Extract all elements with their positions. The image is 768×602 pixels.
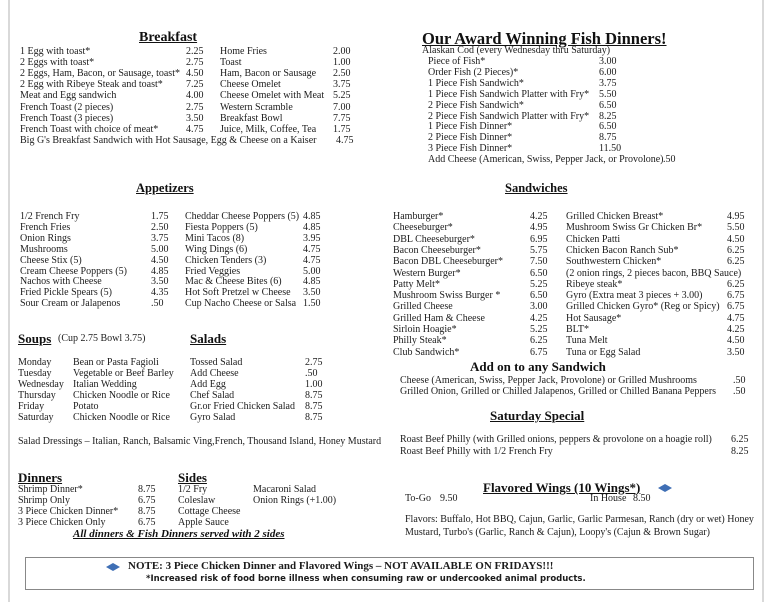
sides-title: Sides <box>178 470 207 485</box>
fish-subtitle: Alaskan Cod (every Wednesday thru Saturday) <box>422 45 611 56</box>
fish-item-price: 3.00 <box>599 56 617 67</box>
appetizer-item-name: Mini Tacos (8) <box>185 232 245 244</box>
sandwich-item-name: Hot Sausage* <box>566 312 622 324</box>
breakfast-item-name: French Toast with choice of meat* <box>20 123 159 135</box>
breakfast-item-name: 2 Egg with Ribeye Steak and toast* <box>20 79 163 91</box>
dinner-item-name: 3 Piece Chicken Dinner* <box>18 506 119 517</box>
salad-item-price: 1.00 <box>305 379 323 390</box>
sandwich-item-price: 4.25 <box>727 324 745 335</box>
sandwich-item-name: (2 onion rings, 2 pieces bacon, BBQ Sauce) <box>566 267 742 279</box>
appetizer-item-price: 3.95 <box>303 232 321 244</box>
wing-flavors-line1: Flavors: Buffalo, Hot BBQ, Cajun, Garlic, Garlic Parmesan, Ranch (dry or wet) Honey <box>405 514 754 525</box>
fish-item-price: 8.75 <box>599 132 617 144</box>
breakfast-item-name: Ham, Bacon or Sausage <box>220 68 317 80</box>
appetizer-item-price: 4.85 <box>151 265 169 277</box>
appetizer-item-price: 4.75 <box>303 254 321 266</box>
appetizer-item-price: 1.75 <box>151 211 169 222</box>
fish-item-name: 2 Piece Fish Sandwich Platter with Fry* <box>428 110 590 122</box>
soup-day-name: Tuesday <box>18 368 52 379</box>
appetizer-item-price: 4.85 <box>303 211 321 222</box>
breakfast-item-name: 2 Eggs with toast* <box>20 57 95 69</box>
special-item-price: 8.25 <box>731 446 749 457</box>
breakfast-title: Breakfast <box>139 30 198 45</box>
sandwich-item-name: Patty Melt* <box>393 278 440 290</box>
appetizer-item-name: Chicken Tenders (3) <box>185 254 267 266</box>
soup-day-price: Potato <box>73 401 99 412</box>
breakfast-item-price: 7.75 <box>333 112 351 124</box>
special-item-name: Roast Beef Philly (with Grilled onions, peppers & provolone on a hoagie roll) <box>400 434 712 445</box>
breakfast-item-price: 2.50 <box>333 68 351 80</box>
breakfast-item-price: 7.00 <box>333 101 351 113</box>
breakfast-item-name: 1 Egg with toast* <box>20 46 91 57</box>
soup-day-name: Wednesday <box>18 379 64 390</box>
sandwich-item-name: Club Sandwich* <box>393 346 460 358</box>
appetizer-item-name: Sour Cream or Jalapenos <box>20 298 121 310</box>
appetizer-item-price: 4.85 <box>303 276 321 288</box>
sandwich-item-price: 6.25 <box>530 335 548 347</box>
sandwich-item-price: 6.25 <box>727 256 745 268</box>
fish-item-name: 1 Piece Fish Sandwich Platter with Fry* <box>428 88 590 100</box>
appetizer-item-name: Nachos with Cheese <box>20 276 102 288</box>
fish-item-name: Piece of Fish* <box>428 56 486 67</box>
wing-flavors-line2: Mustard, Turbo's (Garlic, Ranch & Cajun), Loopy's (Cajun & Brown Sugar) <box>405 527 710 538</box>
special-item-price: 6.25 <box>731 434 749 445</box>
fish-title: Our Award Winning Fish Dinners! <box>422 29 667 48</box>
soup-day-name: Thursday <box>18 390 56 401</box>
side-item-name: Cottage Cheese <box>178 506 241 517</box>
salads-title: Salads <box>190 331 227 346</box>
salad-item-price: 8.75 <box>305 412 323 423</box>
sandwich-item-price: 4.25 <box>530 211 548 222</box>
salad-item-price: 2.75 <box>305 357 323 368</box>
side-item-name: Macaroni Salad <box>253 484 317 495</box>
sandwich-item-price: 6.25 <box>727 278 745 290</box>
sandwiches-title: Sandwiches <box>505 181 568 195</box>
breakfast-item-name: Cheese Omelet <box>220 79 281 91</box>
appetizer-item-price: 4.35 <box>151 287 169 299</box>
dinner-item-name: 3 Piece Chicken Only <box>18 517 106 528</box>
salad-item-name: Add Egg <box>190 379 226 390</box>
notice-line2: *Increased risk of food borne illness when consuming raw or undercooked animal products. <box>146 574 586 584</box>
soup-sizes: (Cup 2.75 Bowl 3.75) <box>58 333 146 344</box>
dinner-item-price: 8.75 <box>138 506 156 517</box>
salad-item-name: Add Cheese <box>190 368 239 379</box>
sandwich-item-name: Gyro (Extra meat 3 pieces + 3.00) <box>566 290 703 302</box>
appetizer-item-name: Cheese Stix (5) <box>20 254 82 266</box>
sandwich-item-price: 6.75 <box>530 346 548 358</box>
sandwich-item-name: Mushroom Swiss Gr Chicken Br* <box>566 222 703 234</box>
inhouse-price: 8.50 <box>633 493 651 504</box>
breakfast-item-name: Breakfast Bowl <box>220 112 283 124</box>
appetizer-item-name: Mushrooms <box>20 243 68 255</box>
sandwich-item-price: 5.25 <box>530 324 548 335</box>
breakfast-item-price: 2.00 <box>333 46 351 57</box>
salad-item-name: Tossed Salad <box>190 357 243 368</box>
appetizer-item-name: Fried Veggies <box>185 265 241 277</box>
breakfast-item-price: 4.00 <box>186 90 204 102</box>
breakfast-item-price: 1.75 <box>333 123 351 135</box>
fish-item-price: 8.25 <box>599 110 617 122</box>
appetizer-item-name: French Fries <box>20 221 71 233</box>
sandwich-item-price: 5.25 <box>530 278 548 290</box>
left-border <box>8 0 10 602</box>
breakfast-item-name: Western Scramble <box>220 101 293 113</box>
dinner-item-name: Shrimp Only <box>18 495 70 506</box>
fish-item-price: 5.50 <box>599 88 617 100</box>
breakfast-item-price: 7.25 <box>186 79 204 91</box>
appetizer-item-price: 2.50 <box>151 221 169 233</box>
salad-item-price: 8.75 <box>305 390 323 401</box>
appetizers-title: Appetizers <box>136 181 194 195</box>
sandwich-item-price: 4.95 <box>727 211 745 222</box>
breakfast-item-price: 5.25 <box>333 90 351 102</box>
salad-item-name: Gr.or Fried Chicken Salad <box>190 401 295 412</box>
sandwich-item-price: 4.75 <box>727 312 745 324</box>
appetizer-item-name: 1/2 French Fry <box>20 211 80 222</box>
sandwich-item-price: 6.75 <box>727 301 745 313</box>
fish-item-name: 2 Piece Fish Sandwich* <box>428 99 524 111</box>
breakfast-item-name: Juice, Milk, Coffee, Tea <box>220 123 317 135</box>
addon-item-name: Cheese (American, Swiss, Pepper Jack, Provolone) or Grilled Mushrooms <box>400 375 697 386</box>
sandwich-item-price: 6.50 <box>530 290 548 302</box>
addon-item-price: .50 <box>733 375 746 386</box>
breakfast-item-name: 2 Eggs, Ham, Bacon, or Sausage, toast* <box>20 68 180 80</box>
salad-item-price: 8.75 <box>305 401 323 412</box>
breakfast-item-price: 4.50 <box>186 68 204 80</box>
side-item-name: Apple Sauce <box>178 517 229 528</box>
sandwich-item-price: 4.25 <box>530 312 548 324</box>
appetizer-item-price: 5.00 <box>151 243 169 255</box>
sandwich-item-name: Hamburger* <box>393 211 444 222</box>
sandwich-item-name: Tuna Melt <box>566 335 608 347</box>
soups-title: Soups <box>18 331 52 346</box>
dinner-item-price: 6.75 <box>138 495 156 506</box>
sandwich-item-name: Grilled Chicken Gyro* (Reg or Spicy) <box>566 301 720 313</box>
saturday-special-title: Saturday Special <box>490 408 585 423</box>
breakfast-item-name: Cheese Omelet with Meat <box>220 90 325 102</box>
breakfast-item-price: 2.25 <box>186 46 204 57</box>
appetizer-item-price: 1.50 <box>303 298 321 310</box>
breakfast-item-name: French Toast (3 pieces) <box>20 112 114 124</box>
diamond-icon <box>658 484 672 492</box>
fish-item-name: Add Cheese (American, Swiss, Pepper Jack, or Provolone) <box>428 154 664 165</box>
sandwich-item-name: Ribeye steak* <box>566 278 623 290</box>
fish-item-name: 3 Piece Fish Dinner* <box>428 143 513 155</box>
sandwich-item-price: 4.95 <box>530 222 548 234</box>
sandwich-item-name: DBL Cheeseburger* <box>393 233 475 245</box>
salad-item-name: Gyro Salad <box>190 412 236 423</box>
breakfast-item-price: 3.50 <box>186 112 204 124</box>
inhouse-label: In House <box>590 493 627 504</box>
sandwich-item-name: Tuna or Egg Salad <box>566 346 641 358</box>
fish-item-name: 1 Piece Fish Dinner* <box>428 121 513 133</box>
soup-day-price: Bean or Pasta Fagioli <box>73 357 159 368</box>
appetizer-item-name: Wing Dings (6) <box>185 243 248 255</box>
appetizer-item-price: 3.50 <box>151 276 169 288</box>
breakfast-item-name: Big G's Breakfast Sandwich with Hot Sausage, Egg & Cheese on a Kaiser <box>20 135 317 146</box>
appetizer-item-name: Mac & Cheese Bites (6) <box>185 276 282 288</box>
sandwich-item-price: 5.50 <box>727 222 745 234</box>
sandwich-item-name: Cheeseburger* <box>393 222 453 234</box>
sandwich-item-name: Grilled Cheese <box>393 301 453 313</box>
breakfast-item-price: 2.75 <box>186 57 204 69</box>
sandwich-item-price: 3.50 <box>727 346 745 358</box>
appetizer-item-name: Onion Rings <box>20 232 71 244</box>
soup-day-price: Vegetable or Beef Barley <box>73 368 174 379</box>
sandwich-item-name: Western Burger* <box>393 267 461 279</box>
dinners-title: Dinners <box>18 470 63 485</box>
fish-item-name: Order Fish (2 Pieces)* <box>428 66 519 78</box>
salad-item-name: Chef Salad <box>190 390 235 401</box>
sandwich-item-name: Grilled Ham & Cheese <box>393 312 485 324</box>
togo-label: To-Go <box>405 493 431 504</box>
sandwich-item-price: 6.50 <box>530 267 548 279</box>
fish-item-price: 6.50 <box>599 99 617 111</box>
sandwich-item-price: 3.00 <box>530 301 548 313</box>
appetizer-item-price: 3.50 <box>303 287 321 299</box>
sandwich-item-price: 6.75 <box>727 290 745 302</box>
appetizer-item-name: Hot Soft Pretzel w Cheese <box>185 287 291 299</box>
wings-title: Flavored Wings (10 Wings*) <box>483 480 641 495</box>
soup-day-name: Monday <box>18 357 52 368</box>
addons-title: Add on to any Sandwich <box>470 359 606 374</box>
appetizer-item-price: .50 <box>151 298 164 310</box>
appetizer-item-price: 3.75 <box>151 232 169 244</box>
dinners-sides-note: All dinners & Fish Dinners served with 2 sides <box>73 528 285 540</box>
soup-day-price: Chicken Noodle or Rice <box>73 412 170 423</box>
breakfast-item-name: Meat and Egg sandwich <box>20 90 117 102</box>
addon-item-name: Grilled Onion, Grilled or Chilled Jalapenos, Grilled or Chilled Banana Peppers <box>400 386 717 397</box>
side-item-name: 1/2 Fry <box>178 484 208 495</box>
sandwich-item-name: Chicken Bacon Ranch Sub* <box>566 244 679 256</box>
breakfast-item-price: 3.75 <box>333 79 351 91</box>
togo-price: 9.50 <box>440 493 458 504</box>
soup-day-price: Chicken Noodle or Rice <box>73 390 170 401</box>
sandwich-item-name: Mushroom Swiss Burger * <box>393 290 501 302</box>
breakfast-item-price: 4.75 <box>186 123 204 135</box>
salad-dressings: Salad Dressings – Italian, Ranch, Balsamic Ving,French, Thousand Island, Honey Mustard <box>18 436 382 447</box>
dinner-item-price: 6.75 <box>138 517 156 528</box>
side-item-name: Onion Rings (+1.00) <box>253 495 337 506</box>
sandwich-item-name: Bacon Cheeseburger* <box>393 244 481 256</box>
fish-item-price: 6.50 <box>599 121 617 133</box>
fish-item-price: 3.75 <box>599 77 617 89</box>
appetizer-item-price: 5.00 <box>303 265 321 277</box>
appetizer-item-name: Fried Pickle Spears (5) <box>20 287 112 299</box>
appetizer-item-price: 4.85 <box>303 221 321 233</box>
fish-item-name: 1 Piece Fish Sandwich* <box>428 77 524 89</box>
sandwich-item-name: Bacon DBL Cheeseburger* <box>393 256 503 268</box>
sandwich-item-price: 6.25 <box>727 244 745 256</box>
appetizer-item-name: Cup Nacho Cheese or Salsa <box>185 298 297 310</box>
sandwich-item-price: 4.50 <box>727 233 745 245</box>
breakfast-item-name: Toast <box>220 57 242 69</box>
dinner-item-name: Shrimp Dinner* <box>18 484 83 495</box>
soup-day-name: Friday <box>18 401 45 412</box>
breakfast-item-price: 4.75 <box>336 135 354 146</box>
sandwich-item-name: Chicken Patti <box>566 233 621 245</box>
appetizer-item-price: 4.75 <box>303 243 321 255</box>
appetizer-item-name: Fiesta Poppers (5) <box>185 221 258 233</box>
fish-item-name: 2 Piece Fish Dinner* <box>428 132 513 144</box>
breakfast-item-price: 1.00 <box>333 57 351 69</box>
breakfast-item-name: Home Fries <box>220 46 267 57</box>
sandwich-item-name: Southwestern Chicken* <box>566 256 662 268</box>
breakfast-item-name: French Toast (2 pieces) <box>20 101 114 113</box>
side-item-name: Coleslaw <box>178 495 216 506</box>
right-border <box>762 0 764 602</box>
soup-day-price: Italian Wedding <box>73 379 137 390</box>
soup-day-name: Saturday <box>18 412 54 423</box>
salad-item-price: .50 <box>305 368 318 379</box>
breakfast-item-price: 2.75 <box>186 101 204 113</box>
sandwich-item-price: 5.75 <box>530 244 548 256</box>
sandwich-item-name: BLT* <box>566 324 589 335</box>
sandwich-item-price: 4.50 <box>727 335 745 347</box>
special-item-name: Roast Beef Philly with 1/2 French Fry <box>400 446 553 457</box>
sandwich-item-price: 6.95 <box>530 233 548 245</box>
appetizer-item-name: Cream Cheese Poppers (5) <box>20 265 127 277</box>
appetizer-item-price: 4.50 <box>151 254 169 266</box>
fish-item-price: 11.50 <box>599 143 622 155</box>
notice-line1: NOTE: 3 Piece Chicken Dinner and Flavored Wings – NOT AVAILABLE ON FRIDAYS!!! <box>128 560 554 572</box>
sandwich-item-name: Philly Steak* <box>393 335 447 347</box>
appetizer-item-name: Cheddar Cheese Poppers (5) <box>185 211 300 222</box>
fish-item-price: .50 <box>663 154 676 165</box>
sandwich-item-name: Grilled Chicken Breast* <box>566 211 664 222</box>
fish-item-price: 6.00 <box>599 66 617 78</box>
addon-item-price: .50 <box>733 386 746 397</box>
sandwich-item-name: Sirloin Hoagie* <box>393 324 457 335</box>
sandwich-item-price: 7.50 <box>530 256 548 268</box>
dinner-item-price: 8.75 <box>138 484 156 495</box>
